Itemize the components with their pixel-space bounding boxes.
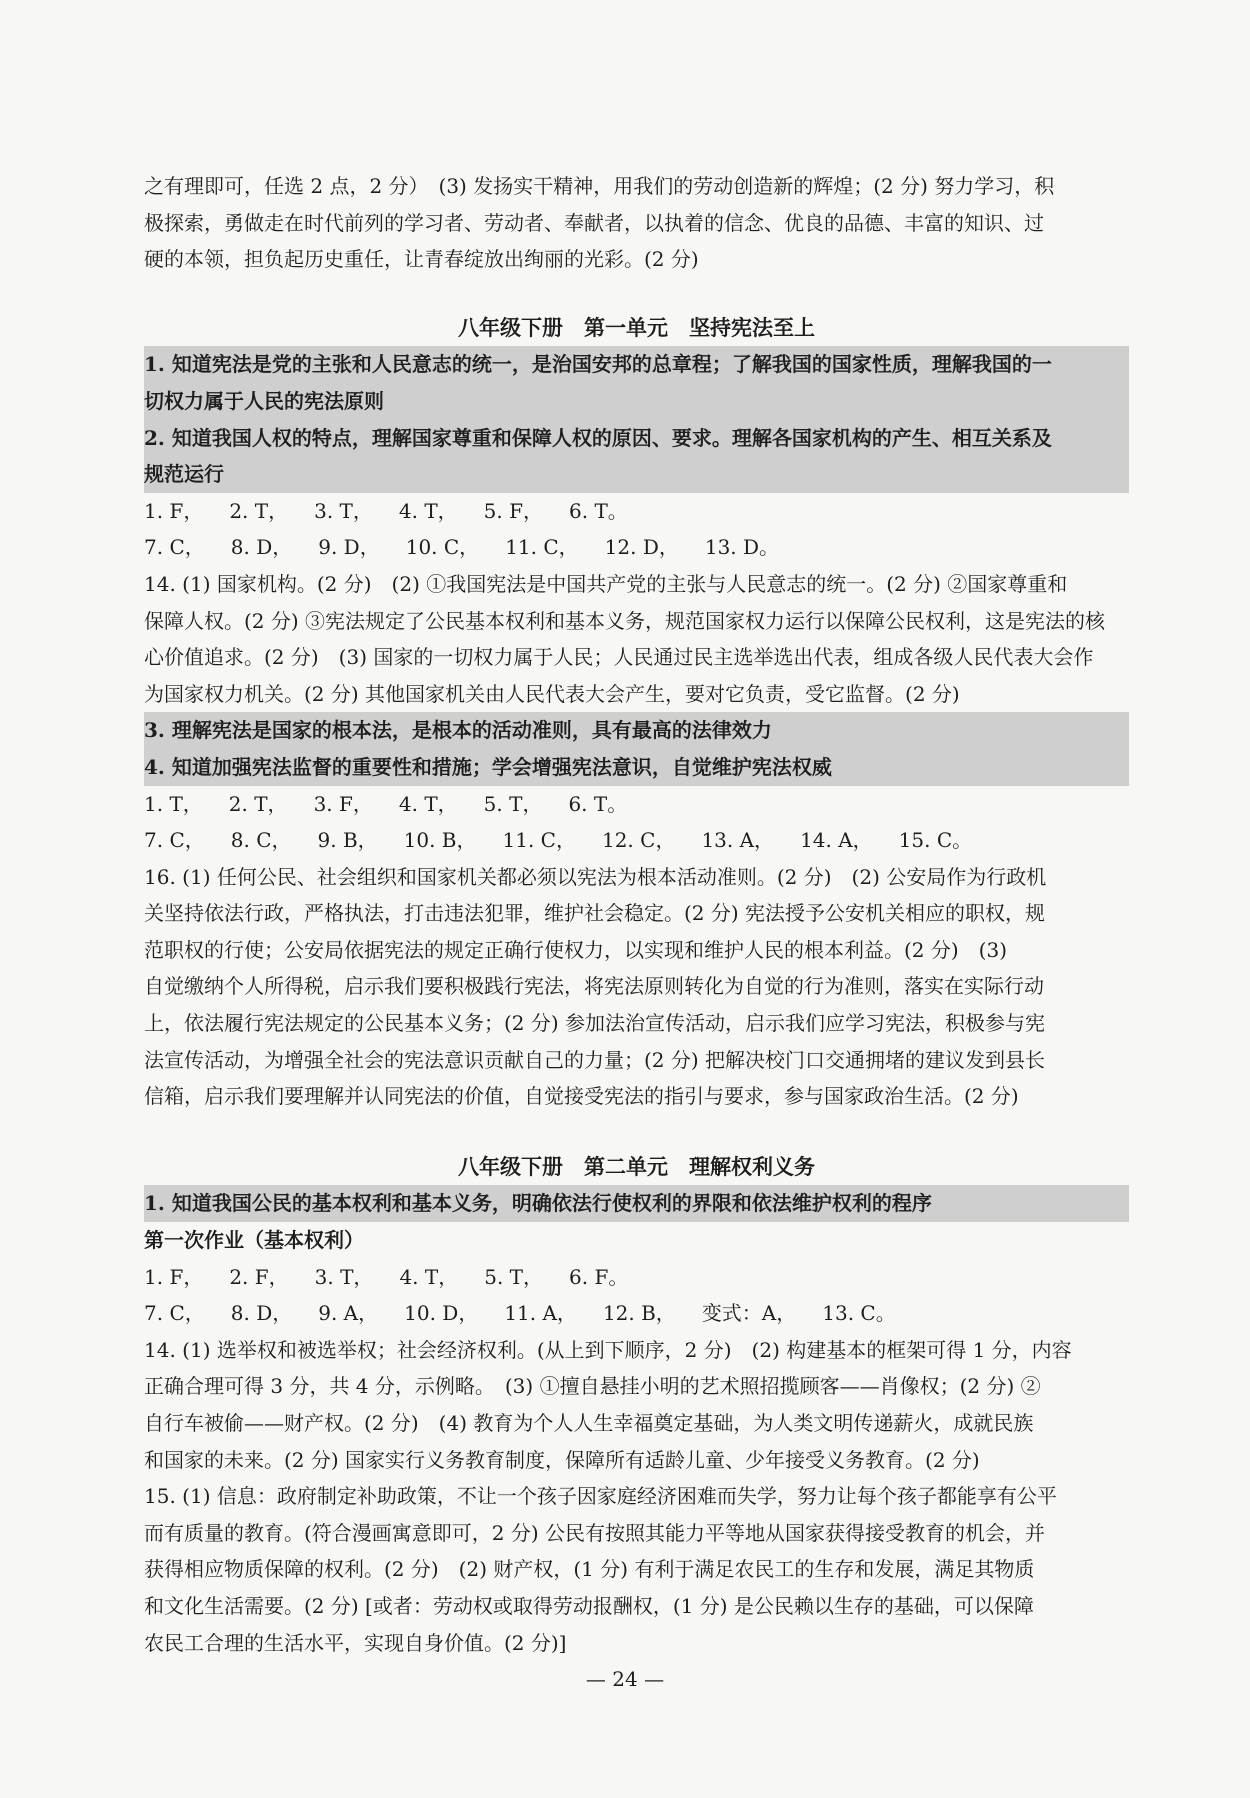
q16-line: 法宣传活动，为增强全社会的宪法意识贡献自己的力量；(2 分) 把解决校门口交通拥堵的建议发到县长 (144, 1047, 1046, 1072)
q16-line: 关坚持依法行政，严格执法，打击违法犯罪，维护社会稳定。(2 分) 宪法授予公安机关相应的职权，规 (144, 901, 1046, 926)
answer: 9. B， (317, 828, 378, 853)
answer: 7. C， (144, 1301, 205, 1326)
answer-row (144, 1295, 1129, 1332)
page-content (144, 168, 1129, 1661)
answer: 15. C。 (898, 828, 973, 853)
answer: 2. F， (229, 1264, 289, 1289)
answer: 4. T， (399, 1264, 459, 1289)
answer: 9. A， (318, 1301, 379, 1326)
answer-row (144, 786, 1129, 823)
answer: 3. F， (313, 791, 373, 816)
answer: 2. T， (228, 791, 288, 816)
answer: 12. C， (601, 828, 676, 853)
q15-line: 获得相应物质保障的权利。(2 分) (2) 财产权，(1 分) 有利于满足农民工的生存和发展，满足其物质 (144, 1557, 1035, 1582)
answer: 1. F， (144, 498, 204, 523)
answer: 8. C， (230, 828, 292, 853)
intro-line: 极探索，勇做走在时代前列的学习者、劳动者、奉献者，以执着的信念、优良的品德、丰富的知识、过 (144, 210, 1044, 235)
answer: 5. F， (483, 498, 543, 523)
answer: 11. A， (504, 1301, 577, 1326)
answer-row (144, 529, 1129, 566)
q15-line: 农民工合理的生活水平，实现自身价值。(2 分)] (144, 1630, 567, 1655)
q16-line: 上，依法履行宪法规定的公民基本义务；(2 分) 参加法治宣传活动，启示我们应学习宪法，积极参与宪 (144, 1011, 1046, 1036)
q14-line: 心价值追求。(2 分) (3) 国家的一切权力属于人民；人民通过民主选举选出代表，组成各级人民代表大会作 (144, 645, 1094, 670)
q14-line: 自行车被偷——财产权。(2 分) (4) 教育为个人人生幸福奠定基础，为人类文明传递薪火，成就民族 (144, 1411, 1034, 1435)
answer: 1. F， (144, 1264, 204, 1289)
q14-line: 为国家权力机关。(2 分) 其他国家机关由人民代表大会产生，要对它负责，受它监督。(2 分) (144, 681, 960, 706)
answer: 6. T。 (568, 791, 628, 816)
unit1-goal2-line2: 规范运行 (144, 456, 1129, 493)
q16-line: 信箱，启示我们要理解并认同宪法的价值，自觉接受宪法的指引与要求，参与国家政治生活。(2 分) (144, 1084, 1019, 1109)
answer: 13. C。 (822, 1301, 896, 1326)
answer: 13. A， (701, 828, 775, 853)
q14-line: 正确合理可得 3 分，共 4 分，示例略。 (3) ①擅自悬挂小明的艺术照招揽顾客——肖像权；(2 分) ② (144, 1374, 1041, 1399)
answer-row (144, 1259, 1129, 1296)
q14-line: 14. (1) 选举权和被选举权；社会经济权利。(从上到下顺序，2 分) (2) 构建基本的框架可得 1 分，内容 (144, 1337, 1072, 1362)
answer: 14. A， (800, 828, 873, 853)
answer-row (144, 493, 1129, 530)
q16-line: 范职权的行使；公安局依据宪法的规定正确行使权力，以实现和维护人民的根本利益。(2 分) (3) (144, 937, 1008, 962)
answer-row (144, 822, 1129, 859)
answer: 11. C， (505, 535, 579, 560)
q14-line: 保障人权。(2 分) ③宪法规定了公民基本权利和基本义务，规范国家权力运行以保障公民权利，这是宪法的核 (144, 608, 1106, 633)
answer: 10. C， (405, 535, 480, 560)
answer: 4. T， (398, 791, 458, 816)
answer: 6. F。 (569, 1264, 629, 1289)
unit1-heading: 八年级下册 第一单元 坚持宪法至上 (458, 314, 815, 340)
intro-line: 之有理即可，任选 2 点，2 分） (3) 发扬实干精神，用我们的劳动创造新的辉煌；(2 分) 努力学习，积 (144, 174, 1055, 198)
answer: 8. D， (230, 535, 293, 560)
unit2-subheading: 第一次作业（基本权利） (144, 1228, 364, 1253)
q15-line: 15. (1) 信息：政府制定补助政策，不让一个孩子因家庭经济困难而失学，努力让每个孩子都能享有公平 (144, 1484, 1057, 1509)
answer: 10. D， (404, 1301, 479, 1326)
unit1-goal4: 4. 知道加强宪法监督的重要性和措施；学会增强宪法意识，自觉维护宪法权威 (144, 749, 1129, 786)
q16-line: 16. (1) 任何公民、社会组织和国家机关都必须以宪法为根本活动准则。(2 分) (2) 公安局作为行政机 (144, 864, 1047, 889)
answer: 12. D， (604, 535, 679, 560)
answer: 7. C， (144, 828, 205, 853)
answer: 3. T， (314, 498, 373, 523)
answer: 4. T， (398, 498, 458, 523)
answer: 2. T， (229, 498, 289, 523)
answer: 5. T， (483, 791, 543, 816)
answer: 8. D， (230, 1301, 293, 1326)
answer: 变式：A， (701, 1301, 797, 1326)
answer: 3. T， (314, 1264, 374, 1289)
answer: 10. B， (403, 828, 477, 853)
unit1-goal2-line1: 2. 知道我国人权的特点，理解国家尊重和保障人权的原因、要求。理解各国家机构的产生、相互关系及 (144, 420, 1129, 457)
q15-line: 而有质量的教育。(符合漫画寓意即可，2 分) 公民有按照其能力平等地从国家获得接受教育的机会，并 (144, 1520, 1046, 1545)
q14-line: 和国家的未来。(2 分) 国家实行义务教育制度，保障所有适龄儿童、少年接受义务教育。(2 分) (144, 1447, 980, 1472)
answer: 7. C， (144, 535, 205, 560)
unit1-goal1-line2: 切权力属于人民的宪法原则 (144, 383, 1129, 420)
q14-line: 14. (1) 国家机构。(2 分) (2) ①我国宪法是中国共产党的主张与人民意志的统一。(2 分) ②国家尊重和 (144, 571, 1068, 596)
unit1-goal3: 3. 理解宪法是国家的根本法，是根本的活动准则，具有最高的法律效力 (144, 712, 1129, 749)
unit1-goal1-line1: 1. 知道宪法是党的主张和人民意志的统一，是治国安邦的总章程；了解我国的国家性质，理解我国的一 (144, 346, 1129, 383)
answer: 1. T， (144, 791, 203, 816)
answer: 13. D。 (704, 535, 780, 560)
answer: 6. T。 (569, 498, 628, 523)
answer: 9. D， (318, 535, 380, 560)
unit2-goal1: 1. 知道我国公民的基本权利和基本义务，明确依法行使权利的界限和依法维护权利的程序 (144, 1185, 1129, 1222)
q16-line: 自觉缴纳个人所得税，启示我们要积极践行宪法，将宪法原则转化为自觉的行为准则，落实在实际行动 (144, 974, 1044, 999)
intro-line: 硬的本领，担负起历史重任，让青春绽放出绚丽的光彩。(2 分) (144, 247, 699, 272)
unit2-heading: 八年级下册 第二单元 理解权利义务 (458, 1153, 815, 1179)
answer: 5. T， (484, 1264, 543, 1289)
q15-line: 和文化生活需要。(2 分) [或者：劳动权或取得劳动报酬权，(1 分) 是公民赖以生存的基础，可以保障 (144, 1593, 1034, 1618)
page-number: — 24 — (585, 1667, 665, 1691)
answer: 12. B， (602, 1301, 676, 1326)
answer: 11. C， (502, 828, 576, 853)
